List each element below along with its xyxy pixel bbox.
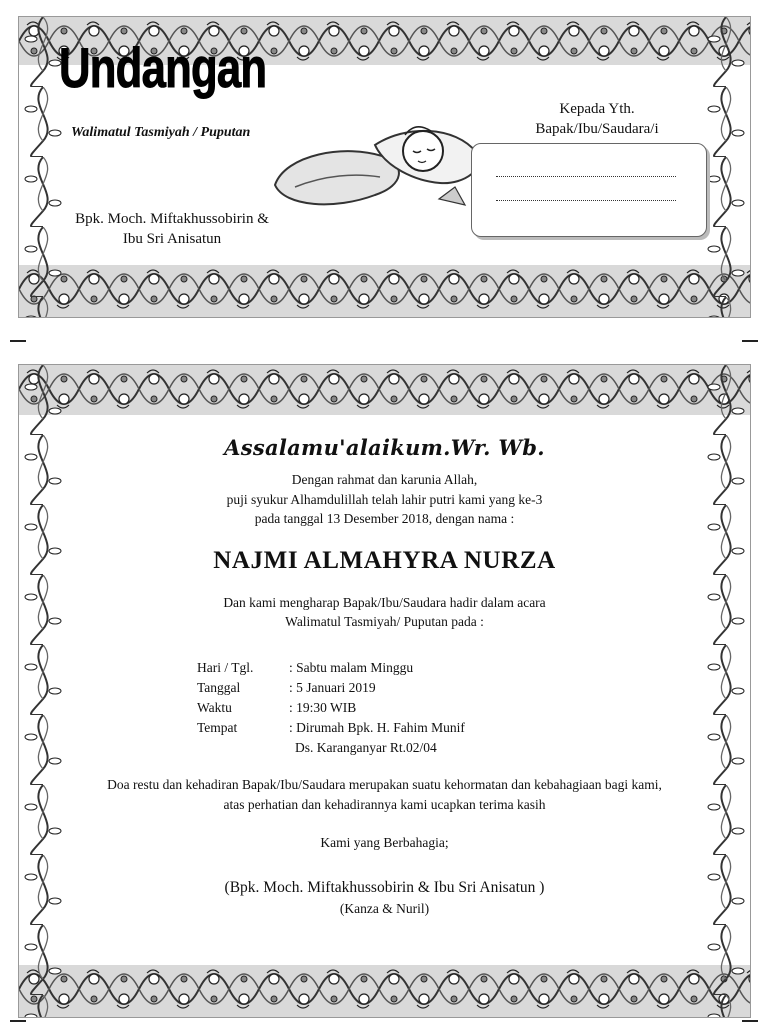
invitation-card bbox=[18, 364, 751, 1018]
recipient-line-2: Bapak/Ibu/Saudara/i bbox=[535, 121, 659, 137]
detail-row-place bbox=[197, 718, 465, 738]
right-vine-border bbox=[702, 365, 750, 1017]
bottom-ornament-border bbox=[19, 965, 750, 1017]
recipient-address-box[interactable] bbox=[471, 143, 707, 237]
detail-row-day bbox=[197, 658, 465, 678]
detail-value: : Sabtu malam Minggu bbox=[289, 660, 414, 675]
detail-row-time bbox=[197, 698, 465, 718]
signer-nicknames: (Kanza & Nuril) bbox=[339, 901, 430, 916]
detail-row-place-cont bbox=[197, 738, 465, 758]
detail-value: : 19:30 WIB bbox=[289, 700, 357, 715]
detail-label: Tanggal bbox=[197, 680, 241, 695]
address-line-2 bbox=[496, 200, 676, 201]
request-line-2: Walimatul Tasmiyah/ Puputan pada : bbox=[285, 614, 484, 629]
invitation-body bbox=[79, 435, 690, 632]
detail-label: Hari / Tgl. bbox=[197, 660, 254, 675]
cover-card bbox=[18, 16, 751, 318]
invitation-title: Undangan bbox=[59, 36, 267, 99]
sleeping-baby-illustration bbox=[255, 115, 485, 225]
detail-row-date bbox=[197, 678, 465, 698]
baby-name: NAJMI ALMAHYRA NURZA bbox=[213, 546, 556, 574]
left-vine-border bbox=[19, 365, 67, 1017]
cut-mark-right-bottom bbox=[742, 1020, 758, 1022]
detail-label: Tempat bbox=[197, 720, 238, 735]
cut-mark-left-bottom bbox=[10, 1020, 26, 1022]
sign-intro: Kami yang Berbahagia; bbox=[320, 835, 449, 850]
signer-names: (Bpk. Moch. Miftakhussobirin & Ibu Sri Anisatun ) bbox=[224, 879, 545, 896]
event-details bbox=[197, 658, 465, 758]
greeting: Assalamu'alaikum.Wr. Wb. bbox=[224, 435, 545, 460]
detail-label bbox=[197, 738, 289, 758]
recipient-line-1: Kepada Yth. bbox=[559, 101, 635, 117]
closing-text bbox=[49, 775, 720, 853]
host-line-1: Bpk. Moch. Miftakhussobirin & bbox=[75, 211, 269, 227]
cut-mark-right bbox=[742, 340, 758, 342]
recipient-header bbox=[497, 99, 697, 139]
intro-line-1: Dengan rahmat dan karunia Allah, bbox=[291, 472, 478, 487]
host-line-2: Ibu Sri Anisatun bbox=[122, 231, 222, 247]
request-line-1: Dan kami mengharap Bapak/Ibu/Saudara hadir dalam acara bbox=[223, 594, 546, 610]
top-ornament-border bbox=[19, 365, 750, 415]
intro-line-3: pada tanggal 13 Desember 2018, dengan nama : bbox=[254, 511, 515, 526]
closing-line-2: atas perhatian dan kehadirannya kami ucapkan terima kasih bbox=[223, 797, 546, 812]
detail-value: Ds. Karanganyar Rt.02/04 bbox=[295, 740, 437, 755]
event-subtitle: Walimatul Tasmiyah / Puputan bbox=[71, 125, 251, 140]
detail-value: : Dirumah Bpk. H. Fahim Munif bbox=[289, 720, 465, 735]
detail-value: : 5 Januari 2019 bbox=[289, 680, 376, 695]
bottom-ornament-border bbox=[19, 265, 750, 317]
cut-mark-left bbox=[10, 340, 26, 342]
intro-line-2: puji syukur Alhamdulillah telah lahir putri kami yang ke-3 bbox=[226, 491, 543, 507]
closing-line-1: Doa restu dan kehadiran Bapak/Ibu/Saudara merupakan suatu kehormatan dan kebahagiaan bagi kami, bbox=[107, 777, 662, 792]
detail-label: Waktu bbox=[197, 700, 232, 715]
address-line-1 bbox=[496, 176, 676, 177]
right-vine-border bbox=[702, 17, 750, 317]
